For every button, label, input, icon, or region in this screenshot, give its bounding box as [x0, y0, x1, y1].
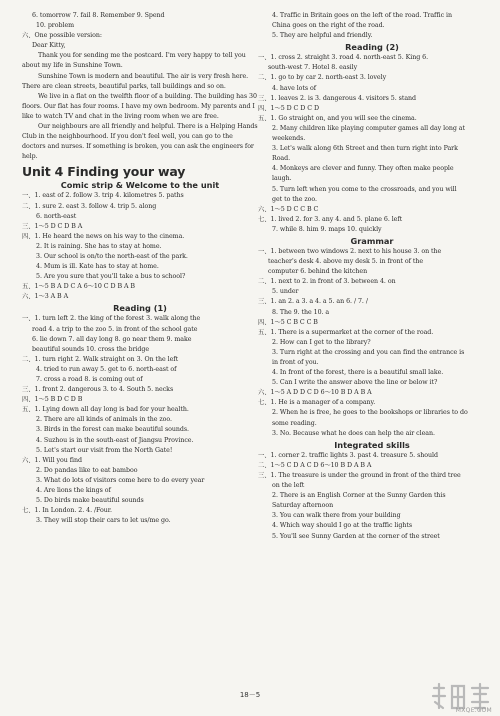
answer-line: 6. north-east — [36, 212, 77, 220]
answer-line: Saturday afternoon — [272, 502, 334, 510]
answer-line: 一、1. between two windows 2. next to his house 3. on the — [258, 247, 442, 255]
answer-line: 2. It is raining. She has to stay at home. — [36, 242, 162, 250]
answer-line: computer 6. behind the kitchen — [268, 268, 368, 276]
answer-line: 三、1. front 2. dangerous 3. to 4. South 5. necks — [22, 386, 174, 394]
answer-line: 三、1～5 D C D B A — [22, 222, 83, 230]
answer-line: 3. Turn right at the crossing and you can find the entrance is — [272, 348, 465, 356]
answer-line: get to the zoo. — [272, 195, 317, 203]
answer-line: 六、1. Will you find — [22, 456, 82, 464]
answer-line: 5. Do birds make beautiful sounds — [36, 497, 144, 505]
answer-line: 2. There are all kinds of animals in the zoo. — [36, 416, 172, 424]
answer-line: 4. have lots of — [272, 84, 317, 92]
answer-line: 三、1. The treasure is under the ground in front of the third tree — [258, 471, 461, 479]
answer-line: 10. problem — [36, 22, 75, 30]
answer-line: China goes on the right of the road. — [272, 22, 385, 30]
answer-line: 5. Can I write the answer above the line or below it? — [272, 379, 438, 387]
section-heading: Integrated skills — [334, 439, 410, 450]
section-heading: Grammar — [350, 235, 394, 246]
letter-paragraph: We live in a flat on the twelfth floor of a building. The building has 30 floors. Our flat has four rooms. I have my own bedroom. My parents and I like to watch TV and chat in the living room when we are free. — [22, 92, 257, 120]
right-column — [258, 11, 486, 542]
answer-line: 4. Are lions the kings of — [36, 487, 111, 495]
unit-heading: Unit 4 Finding your way — [22, 164, 186, 180]
answer-line: 2. Many children like playing computer games all day long at — [272, 124, 465, 132]
answer-line: 七、1. In London. 2. 4. /Four. — [22, 507, 112, 515]
answer-line: 二、1. sure 2. east 3. follow 4. trip 5. along — [22, 202, 157, 210]
answer-line: beautiful sounds 10. cross the bridge — [32, 345, 150, 353]
section-heading: Reading (1) — [113, 303, 167, 314]
answer-line: 2. How can I get to the library? — [272, 338, 371, 346]
answer-line: 一、1. east of 2. follow 3. trip 4. kilometres 5. paths — [22, 192, 184, 200]
answer-line: 3. Let's walk along 6th Street and then turn right into Park — [272, 145, 458, 153]
answer-line: 四、1. He heard the news on his way to the cinema. — [22, 232, 185, 240]
answer-line: 4. tried to run away 5. get to 6. north-east of — [36, 365, 177, 373]
answer-line: 四、1～5 D C D C D — [258, 104, 319, 112]
letter-paragraph: Sunshine Town is modern and beautiful. The air is very fresh here. There are clean streets, beautiful parks, tall buildings and so on. — [22, 72, 249, 90]
answer-line: 六、1～3 A B A — [22, 293, 69, 301]
answer-line: 5. under — [272, 288, 299, 296]
answer-line: 三、1. an 2. a 3. a 4. a 5. an 6. / 7. / — [258, 298, 368, 306]
answer-line: in front of you. — [272, 359, 319, 366]
answer-line: 4. Mum is ill. Kate has to stay at home. — [36, 263, 159, 271]
answer-line: 7. while 8. him 9. maps 10. quickly — [272, 225, 382, 233]
answer-line: 六、1～5 D C C B C — [258, 205, 319, 213]
answer-line: 3. They will stop their cars to let us/me go. — [36, 517, 171, 525]
answer-line: 2. There is an English Corner at the Sunny Garden this — [272, 492, 446, 500]
letter-paragraph: Our neighbours are all friendly and helpful. There is a Helping Hands Club in the neighbourhood. If you don't feel well, you can go to the doctors and nurses. If something is broken, you can ask the engineers for help. — [22, 123, 258, 161]
answer-line: 5. Let's start our visit from the North Gate! — [36, 446, 173, 454]
answer-line: 3. No. Because what he does can help the air clean. — [272, 429, 435, 437]
answer-line: 2. Do pandas like to eat bamboo — [36, 466, 138, 474]
answer-line: 5. You'll see Sunny Garden at the corner of the street — [272, 532, 440, 540]
answer-line: laugh. — [272, 175, 292, 183]
answer-line: 3. What do lots of visitors come here to do every year — [36, 476, 205, 484]
answer-line: 3. Our school is on/to the north-east of the park. — [36, 252, 188, 260]
answer-line: 4. Suzhou is in the south-east of Jiangsu Province. — [36, 436, 194, 444]
page-number: 18－5 — [239, 691, 261, 699]
answer-line: 六、One possible version: — [22, 32, 102, 40]
section-heading: Reading (2) — [345, 42, 399, 53]
answer-line: 二、1. go to by car 2. north-east 3. lovely — [258, 74, 387, 82]
answer-line: 5. Are you sure that you'll take a bus to school? — [36, 273, 186, 281]
answer-line: south-west 7. Hotel 8. easily — [268, 64, 358, 72]
answer-line: 六、1～5 A D D C D 6～10 B D A B A — [258, 389, 372, 397]
section-heading: Comic strip & Welcome to the unit — [60, 180, 220, 191]
answer-line: some reading. — [272, 419, 317, 427]
answer-line: 二、1. next to 2. in front of 3. between 4. on — [258, 278, 396, 286]
answer-line: 二、1. turn right 2. Walk straight on 3. On the left — [22, 355, 179, 363]
answer-line: 4. Which way should I go at the traffic lights — [272, 522, 413, 530]
answer-line: 2. When he is free, he goes to the bookshops or libraries to do — [272, 409, 468, 417]
answer-line: teacher's desk 4. above my desk 5. in front of the — [268, 258, 424, 266]
answer-line: 8. The 9. the 10. a — [272, 308, 330, 316]
answer-line: 五、1. Go straight on, and you will see the cinema. — [258, 114, 417, 122]
answer-line: 3. Birds in the forest can make beautiful sounds. — [36, 426, 189, 434]
answer-line: 5. They are helpful and friendly. — [272, 32, 373, 40]
answer-line: 4. In front of the forest, there is a beautiful small lake. — [272, 369, 444, 377]
answer-line: 四、1～5 B D C D B — [22, 396, 83, 404]
answer-line: 五、1～5 B A D C A 6～10 C D B A B — [22, 283, 135, 291]
answer-line: 三、1. leaves 2. is 3. dangerous 4. visitors 5. stand — [258, 94, 417, 102]
answer-line: 6. lie down 7. all day long 8. go near them 9. make — [32, 335, 192, 343]
answer-line: on the left — [272, 482, 305, 490]
answer-line: road 4. a trip to the zoo 5. in front of the school gate — [32, 325, 198, 333]
answer-line: 6. tomorrow 7. fail 8. Remember 9. Spend — [32, 12, 165, 19]
answer-line: 五、1. There is a supermarket at the corner of the road. — [258, 328, 434, 336]
answer-line: 四、1～5 C B C C B — [258, 318, 318, 326]
answer-line: Road. — [272, 155, 291, 163]
answer-line: 7. cross a road 8. is coming out of — [36, 376, 143, 383]
answer-line: 5. Turn left when you come to the crossroads, and you will — [272, 185, 457, 193]
answer-line: 一、1. cross 2. straight 3. road 4. north-east 5. King 6. — [258, 54, 429, 62]
answer-line: weekends. — [272, 135, 306, 143]
watermark-site: MXQE.COM — [455, 707, 492, 714]
answer-line: 4. Traffic in Britain goes on the left of the road. Traffic in — [272, 12, 452, 19]
answer-line: 二、1～5 C D A C D 6～10 B D A B A — [258, 461, 372, 469]
answer-line: 五、1. Lying down all day long is bad for your health. — [22, 406, 189, 414]
answer-line: 一、1. turn left 2. the king of the forest 3. walk along the — [22, 315, 201, 323]
answer-line: 4. Monkeys are clever and funny. They often make people — [272, 165, 454, 173]
answer-line: 一、1. corner 2. traffic lights 3. past 4. treasure 5. should — [258, 451, 438, 459]
answer-line: 3. You can walk there from your building — [272, 512, 401, 520]
left-column — [22, 11, 258, 526]
answer-line: 七、1. He is a manager of a company. — [258, 399, 376, 407]
letter-paragraph: Thank you for sending me the postcard. I'm very happy to tell you about my life in Sunshine Town. — [22, 52, 246, 70]
answer-line: Dear Kitty, — [32, 42, 66, 50]
answer-line: 七、1. lived 2. for 3. any 4. and 5. plane 6. left — [258, 215, 403, 223]
